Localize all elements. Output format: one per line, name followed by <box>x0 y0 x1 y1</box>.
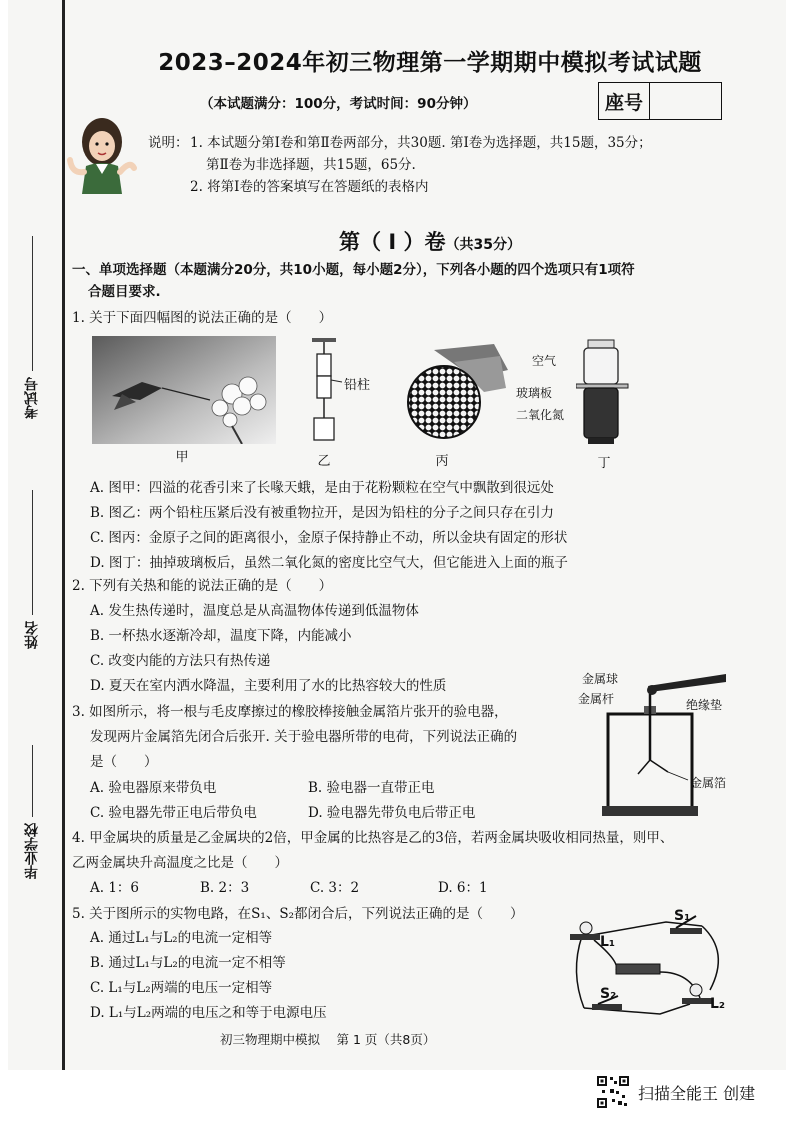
q3-option-b[interactable]: B. 验电器一直带正电 <box>308 780 435 796</box>
label-l1: L₁ <box>600 934 616 950</box>
caption-jia: 甲 <box>175 450 189 465</box>
page-footer: 初三物理期中模拟 第 1 页（共8页） <box>220 1032 436 1047</box>
q3-option-d[interactable]: D. 验电器先带负电后带正电 <box>308 805 476 821</box>
label-l2: L₂ <box>710 996 726 1012</box>
q5-option-c[interactable]: C. L₁与L₂两端的电压一定相等 <box>90 980 273 996</box>
instructions-line-1: 1. 本试题分第Ⅰ卷和第Ⅱ卷两部分，共30题. 第Ⅰ卷为选择题，共15题，35分； <box>190 135 652 151</box>
part1-heading-line2: 合题目要求. <box>88 284 161 300</box>
label-s1: S₁ <box>674 908 691 924</box>
q5-option-b[interactable]: B. 通过L₁与L₂的电流一定不相等 <box>90 955 286 971</box>
section-title-text: 第（ Ⅰ ）卷 <box>339 230 446 254</box>
figure-gas-diffusion <box>576 338 636 448</box>
q5-stem: 5. 关于图所示的实物电路，在S₁、S₂都闭合后，下列说法正确的是（ ） <box>72 906 524 922</box>
q1-option-a[interactable]: A. 图甲：四溢的花香引来了长喙天蛾，是由于花粉颗粒在空气中飘散到很远处 <box>90 480 554 496</box>
scanner-watermark <box>596 1075 755 1109</box>
scanner-watermark-text: 扫描全能王 创建 <box>638 1083 756 1103</box>
q2-option-d[interactable]: D. 夏天在室内洒水降温，主要利用了水的比热容较大的性质 <box>90 678 447 694</box>
section-score: （共35分） <box>445 237 521 253</box>
caption-yi: 乙 <box>317 454 331 469</box>
figure-gold-atoms <box>404 340 508 442</box>
exam-subtitle: （本试题满分：100分，考试时间：90分钟） <box>200 96 477 112</box>
q3-stem-line2: 发现两片金属箔先闭合后张开. 关于验电器所带的电荷，下列说法正确的 <box>90 729 518 745</box>
side-field-school[interactable] <box>20 745 44 879</box>
q2-option-b[interactable]: B. 一杯热水逐渐冷却，温度下降，内能减小 <box>90 628 352 644</box>
label-no2: 二氧化氮 <box>516 408 565 422</box>
instructions-line-1b: 第Ⅱ卷为非选择题，共15题，65分. <box>206 157 416 173</box>
side-field-label: 毕业学校 <box>24 823 40 879</box>
q2-option-a[interactable]: A. 发生热传递时，温度总是从高温物体传递到低温物体 <box>90 603 419 619</box>
label-metal-rod: 金属杆 <box>578 692 615 706</box>
q4-stem-line1: 4. 甲金属块的质量是乙金属块的2倍，甲金属的比热容是乙的3倍，若两金属块吸收相同热量，则甲、 <box>72 830 674 846</box>
q3-stem-line3: 是（ ） <box>90 754 158 770</box>
q4-option-b[interactable]: B. 2：3 <box>200 880 250 896</box>
q4-option-a[interactable]: A. 1：6 <box>90 880 140 896</box>
teacher-cartoon-icon <box>64 112 142 194</box>
caption-ding: 丁 <box>597 456 611 471</box>
section-title <box>70 226 790 256</box>
label-s2: S₂ <box>600 986 617 1002</box>
figure-moth-flower <box>92 336 276 444</box>
side-field-name[interactable] <box>20 490 44 649</box>
label-air: 空气 <box>532 354 557 368</box>
q2-option-c[interactable]: C. 改变内能的方法只有热传递 <box>90 653 271 669</box>
label-insulating-pad: 绝缘垫 <box>686 698 723 712</box>
q4-stem-line2: 乙两金属块升高温度之比是（ ） <box>72 855 288 871</box>
q5-option-a[interactable]: A. 通过L₁与L₂的电流一定相等 <box>90 930 273 946</box>
side-field-label: 姓名 <box>24 621 40 649</box>
q4-option-c[interactable]: C. 3：2 <box>310 880 360 896</box>
label-glass: 玻璃板 <box>516 386 553 400</box>
label-lead: 铅柱 <box>344 378 371 393</box>
part1-heading-line1: 一、单项选择题（本题满分20分，共10小题，每小题2分），下列各小题的四个选项只有1项符 <box>72 262 635 278</box>
label-metal-foil: 金属箔 <box>690 776 727 790</box>
q3-stem-line1: 3. 如图所示，将一根与毛皮摩擦过的橡胶棒接触金属箔片张开的验电器， <box>72 704 508 720</box>
q4-option-d[interactable]: D. 6：1 <box>438 880 488 896</box>
instructions-label: 说明： <box>148 135 189 151</box>
seat-label: 座号 <box>599 83 650 119</box>
q1-option-c[interactable]: C. 图丙：金原子之间的距离很小，金原子保持静止不动，所以金块有固定的形状 <box>90 530 568 546</box>
side-field-label: 考试号 <box>24 377 40 419</box>
q3-option-c[interactable]: C. 验电器先带正电后带负电 <box>90 805 257 821</box>
q2-stem: 2. 下列有关热和能的说法正确的是（ ） <box>72 578 333 594</box>
q1-option-d[interactable]: D. 图丁：抽掉玻璃板后，虽然二氧化氮的密度比空气大，但它能进入上面的瓶子 <box>90 555 568 571</box>
q5-option-d[interactable]: D. L₁与L₂两端的电压之和等于电源电压 <box>90 1005 327 1021</box>
exam-title: 2023–2024年初三物理第一学期期中模拟考试试题 <box>158 50 702 76</box>
label-metal-ball: 金属球 <box>582 672 619 686</box>
instructions-line-2: 2. 将第Ⅰ卷的答案填写在答题纸的表格内 <box>190 179 429 195</box>
caption-bing: 丙 <box>435 454 449 469</box>
seat-number-box[interactable] <box>598 82 722 120</box>
q1-option-b[interactable]: B. 图乙：两个铅柱压紧后没有被重物拉开，是因为铅柱的分子之间只存在引力 <box>90 505 555 521</box>
figure-electroscope <box>598 668 728 820</box>
q1-stem: 1. 关于下面四幅图的说法正确的是（ ） <box>72 310 333 326</box>
q3-option-a[interactable]: A. 验电器原来带负电 <box>90 780 217 796</box>
qr-code-icon <box>596 1075 630 1109</box>
side-field-exam-number[interactable] <box>20 236 44 419</box>
